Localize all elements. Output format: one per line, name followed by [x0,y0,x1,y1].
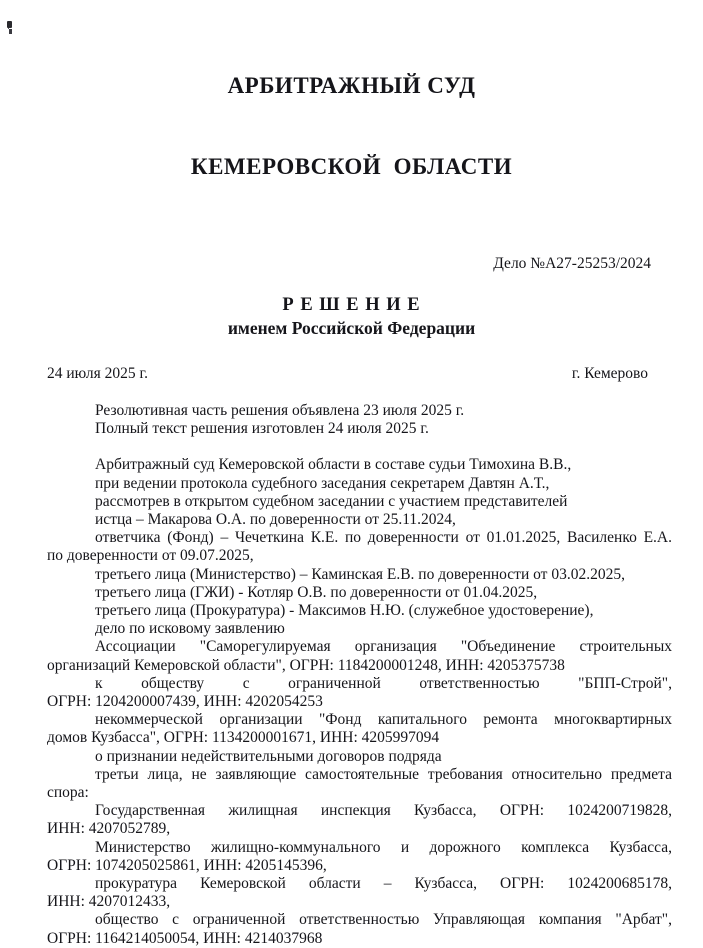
court-decision-document [0,18,703,947]
decision-city: г. Кемерово [571,365,648,382]
document-body [0,402,703,948]
text-line: третьего лица (ГЖИ) - Котляр О.В. по доверенности от 01.04.2025, [95,583,538,601]
text-line: организаций Кемеровской области", ОГРН: 1184200001248, ИНН: 4205375738 [47,656,565,674]
text-line: третьего лица (Министерство) – Каминская Е.В. по доверенности от 03.02.2025, [95,565,625,583]
text-line: некоммерческой организации "Фонд капитального ремонта многоквартирных [95,711,672,729]
text-line: Министерство жилищно-коммунального и дорожного комплекса Кузбасса, [95,838,672,856]
text-line: третьи лица, не заявляющие самостоятельные требования относительно предмета [95,765,672,783]
text-line: истца – Макарова О.А. по доверенности от 25.11.2024, [95,511,456,529]
text-line: третьего лица (Прокуратура) - Максимов Н.Ю. (служебное удостоверение), [95,602,594,620]
court-name-line2: КЕМЕРОВСКОЙ ОБЛАСТИ [190,154,513,179]
court-name [0,18,703,234]
text-line: Государственная жилищная инспекция Кузбасса, ОГРН: 1024200719828, [95,802,672,820]
text-line: домов Кузбасса", ОГРН: 1134200001671, ИНН: 4205997094 [47,729,440,747]
text-line: Арбитражный суд Кемеровской области в составе судьи Тимохина В.В., [95,456,572,474]
text-line: ответчика (Фонд) – Чечеткина К.Е. по доверенности от 01.01.2025, Василенко Е.А. [95,529,672,547]
text-line: к обществу с ограниченной ответственностью "БПП-Строй", [95,674,672,692]
text-line: спора: [47,784,89,802]
text-line: Резолютивная часть решения объявлена 23 июля 2025 г. [95,402,465,419]
scan-artifact [7,21,12,28]
decision-title: Р Е Ш Е Н И Е [282,295,421,315]
text-line: Полный текст решения изготовлен 24 июля 2025 г. [95,420,429,438]
text-line: по доверенности от 09.07.2025, [47,547,254,565]
text-line: о признании недействительными договоров подряда [95,747,442,765]
text-line: дело по исковому заявлению [95,620,285,638]
court-name-line1: АРБИТРАЖНЫЙ СУД [227,73,476,98]
text-line: ОГРН: 1204200007439, ИНН: 4202054253 [47,693,323,711]
date-place-row [0,365,703,383]
text-line: общество с ограниченной ответственностью Управляющая компания "Арбат", [95,911,672,929]
text-line: ИНН: 4207052789, [47,820,171,838]
text-line: Ассоциации "Саморегулируемая организация "Объединение строительных [95,638,672,656]
text-line: ОГРН: 1164214050054, ИНН: 4214037968 [47,929,323,947]
decision-subtitle: именем Российской Федерации [227,318,476,338]
text-line: при ведении протокола судебного заседания секретарем Давтян А.Т., [95,474,550,492]
text-line: ОГРН: 1074205025861, ИНН: 4205145396, [47,856,327,874]
text-line: рассмотрев в открытом судебном заседании с участием представителей [95,492,568,510]
decision-date: 24 июля 2025 г. [47,365,148,382]
text-line: прокуратура Кемеровской области – Кузбасса, ОГРН: 1024200685178, [95,875,672,893]
case-number: Дело №А27-25253/2024 [493,255,651,272]
text-line: ИНН: 4207012433, [47,893,171,911]
